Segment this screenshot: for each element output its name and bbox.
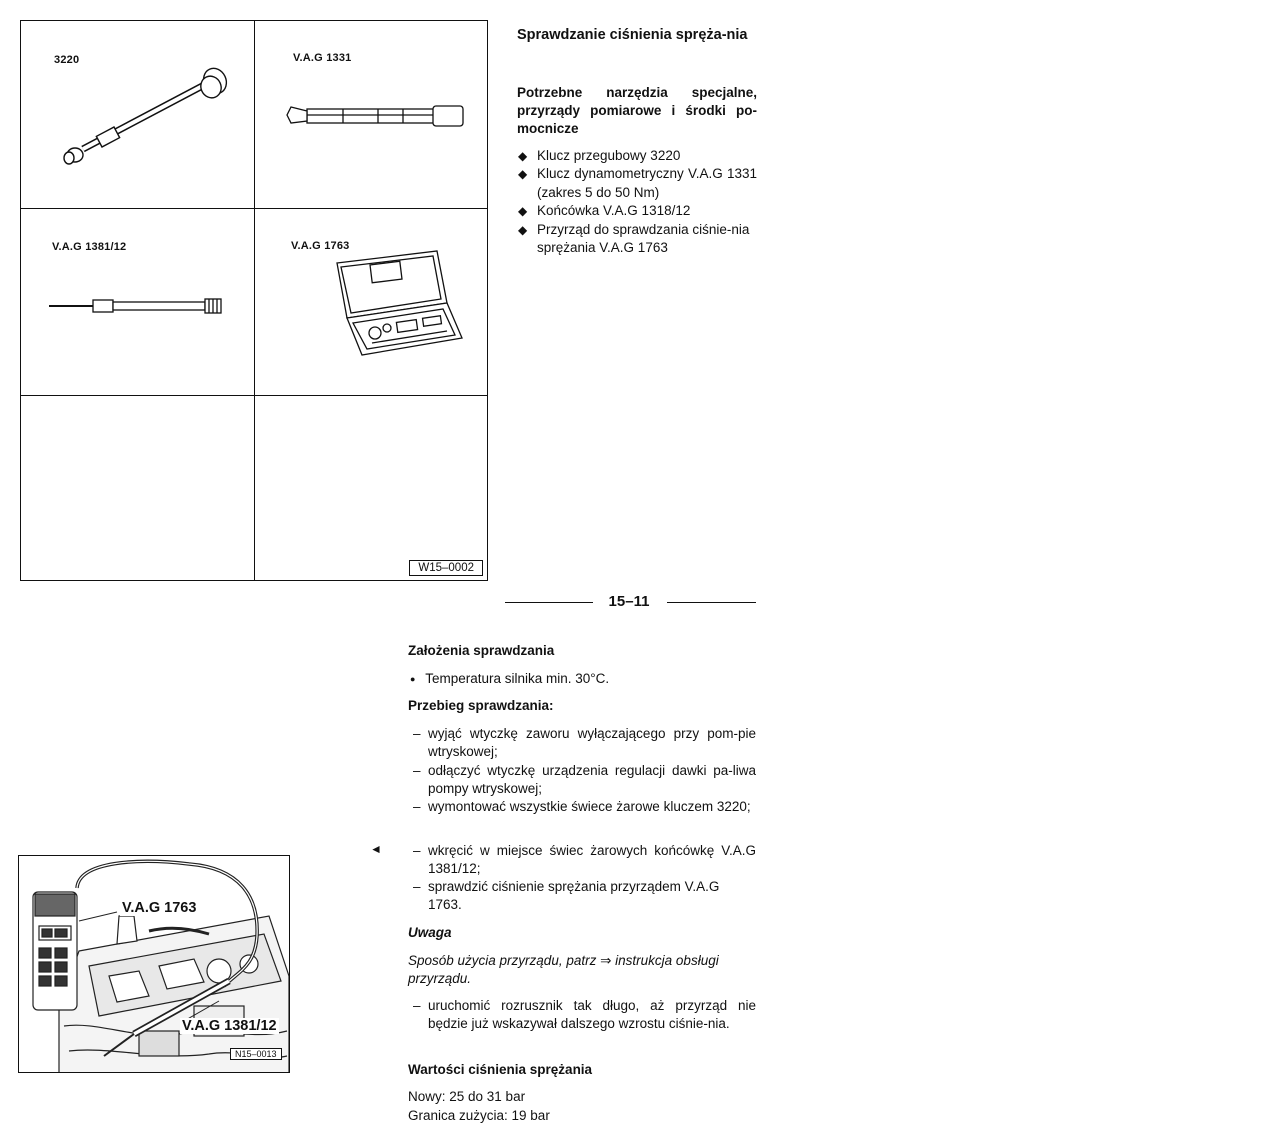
compression-values-heading: Wartości ciśnienia sprężania: [408, 1062, 593, 1077]
callout-tester: V.A.G 1763: [122, 900, 197, 916]
dot-bullet-icon: ●: [410, 674, 416, 684]
page-number: 15–11: [608, 593, 650, 610]
note-heading: Uwaga: [408, 925, 452, 940]
section-title: Sprawdzanie ciśnienia spręża-nia: [517, 27, 748, 43]
list-item: ◆ Końcówka V.A.G 1318/12: [517, 202, 757, 220]
procedure-step: – wkręcić w miejsce świec żarowych końcówkę V.A.G 1381/12;: [413, 843, 756, 877]
diamond-bullet-icon: ◆: [518, 167, 528, 182]
page-number-rule: [505, 602, 593, 603]
engine-photo-drawing: [19, 856, 290, 1073]
grid-divider: [254, 21, 255, 580]
list-item: ◆ Klucz przegubowy 3220: [517, 147, 757, 165]
figure-pointer-arrow-icon: ◄: [370, 842, 382, 856]
page-number-rule: [667, 602, 756, 603]
procedure-step: – wyjąć wtyczkę zaworu wyłączającego przy pom-pie wtryskowej;: [413, 726, 756, 760]
figure-code: N15–0013: [230, 1048, 282, 1060]
diamond-bullet-icon: ◆: [518, 222, 528, 237]
list-item: ◆ Przyrząd do sprawdzania ciśnie-nia sprężania V.A.G 1763: [518, 221, 750, 256]
diamond-bullet-icon: ◆: [518, 149, 528, 163]
tool-grid-figure: [20, 20, 488, 581]
torque-wrench-illustration: [283, 97, 468, 137]
procedure-heading: Przebieg sprawdzania:: [408, 698, 554, 713]
glow-plug-adapter-illustration: [43, 291, 233, 321]
grid-divider: [21, 208, 487, 209]
note-text: Sposób użycia przyrządu, patrz ⇒ instrukcja obsługi przyrządu.: [408, 953, 719, 987]
required-tools-heading: Potrzebne narzędzia specjalne, przyrządy pomiarowe i środki po-mocnicze: [517, 85, 757, 136]
tool-label-vag1331: V.A.G 1331: [293, 52, 352, 64]
test-condition: ● Temperatura silnika min. 30°C.: [410, 671, 610, 686]
tool-label-vag1381: V.A.G 1381/12: [52, 241, 127, 253]
procedure-step: – uruchomić rozrusznik tak długo, aż przyrząd nie będzie już wskazywał dalszego wzrostu ciśnie-nia.: [413, 998, 756, 1032]
engine-test-illustration: [18, 855, 290, 1073]
required-tools-list: [517, 147, 757, 257]
procedure-step: – odłączyć wtyczkę urządzenia regulacji dawki pa-liwa pompy wtryskowej;: [413, 763, 756, 797]
grid-divider: [21, 395, 487, 396]
compression-value-new: Nowy: 25 do 31 bar: [408, 1089, 526, 1104]
procedure-step: – sprawdzić ciśnienie sprężania przyrządem V.A.G 1763.: [413, 879, 720, 913]
figure-code: W15–0002: [409, 560, 483, 576]
procedure-step: – wymontować wszystkie świece żarowe kluczem 3220;: [413, 799, 751, 814]
hinged-wrench-illustration: [43, 61, 233, 171]
list-item: ◆ Klucz dynamometryczny V.A.G 1331 (zakres 5 do 50 Nm): [518, 166, 757, 200]
compression-tester-case-illustration: [327, 243, 467, 363]
test-conditions-heading: Założenia sprawdzania: [408, 643, 555, 658]
tool-label-3220: 3220: [54, 54, 80, 66]
callout-adapter: V.A.G 1381/12: [182, 1018, 277, 1034]
diamond-bullet-icon: ◆: [518, 204, 528, 219]
compression-value-limit: Granica zużycia: 19 bar: [408, 1108, 550, 1123]
tool-label-vag1763: V.A.G 1763: [291, 240, 350, 252]
